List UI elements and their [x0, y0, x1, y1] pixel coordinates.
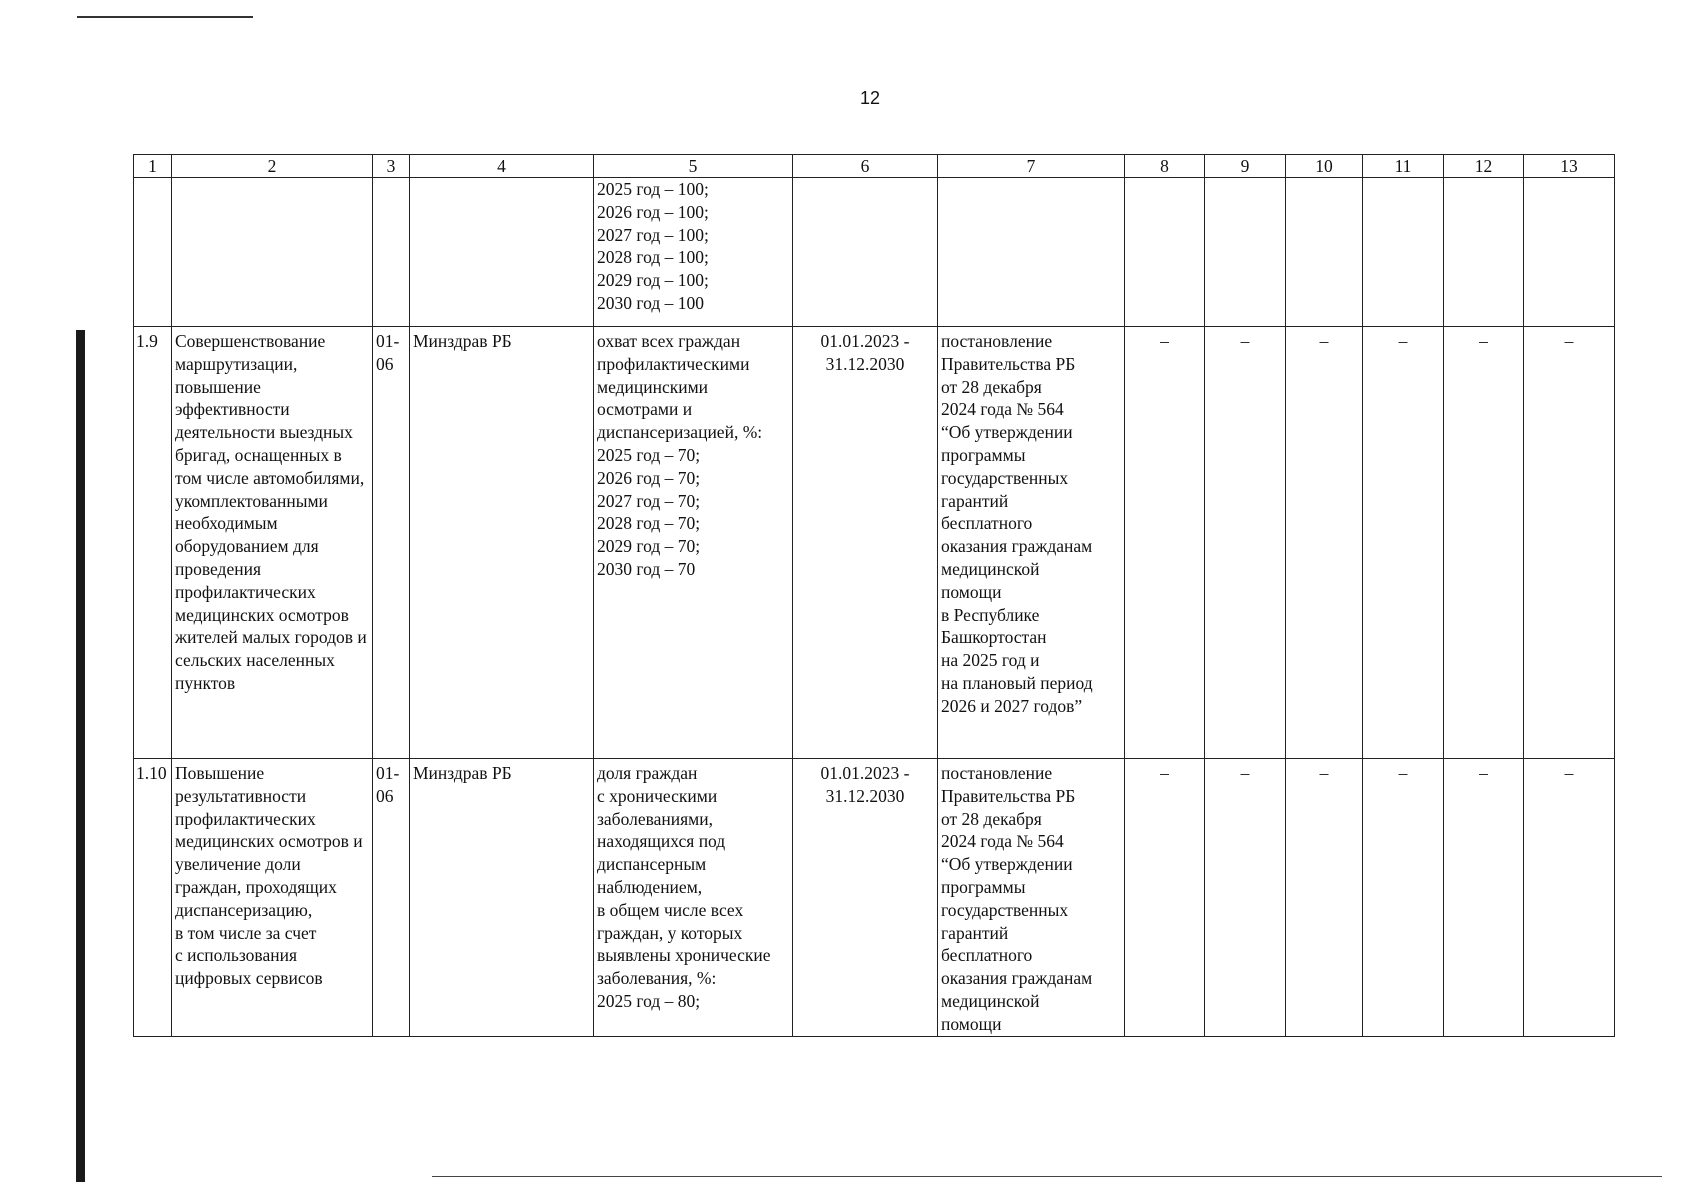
cell-col-10: – [1286, 759, 1363, 1037]
cell-col-9: – [1205, 759, 1286, 1037]
cell-measure-name: Совершенствование маршрутизации, повышение эффективности деятельности выездных бригад, оснащенных в том числе автомобилями, укомплектованными необходимым оборудованием для проведения профилактических медицинских осмотров жителей малых городов и сельских населенных пунктов [172, 327, 373, 759]
cell-empty [938, 178, 1125, 327]
cell-code: 01- 06 [373, 759, 410, 1037]
binding-edge [76, 330, 85, 1182]
header-col-13: 13 [1524, 155, 1615, 178]
table-row-continuation [134, 178, 1615, 327]
cell-code: 01- 06 [373, 327, 410, 759]
cell-empty [793, 178, 938, 327]
header-col-8: 8 [1125, 155, 1205, 178]
cell-col-12: – [1444, 327, 1524, 759]
cell-empty [1286, 178, 1363, 327]
bottom-rule [432, 1176, 1662, 1177]
header-col-6: 6 [793, 155, 938, 178]
cell-period: 01.01.2023 - 31.12.2030 [793, 759, 938, 1037]
header-col-7: 7 [938, 155, 1125, 178]
cell-col-10: – [1286, 327, 1363, 759]
top-rule [77, 16, 253, 18]
cell-col-13: – [1524, 759, 1615, 1037]
cell-indicator: доля граждан с хроническими заболеваниями, находящихся под диспансерным наблюдением, в общем числе всех граждан, у которых выявлены хронические заболевания, %: 2025 год – 80; [594, 759, 793, 1037]
page-number: 12 [859, 88, 881, 108]
header-col-5: 5 [594, 155, 793, 178]
cell-empty [1444, 178, 1524, 327]
cell-empty [134, 178, 172, 327]
header-col-12: 12 [1444, 155, 1524, 178]
table-row [134, 327, 1615, 759]
header-col-11: 11 [1363, 155, 1444, 178]
cell-empty [1125, 178, 1205, 327]
cell-executor: Минздрав РБ [410, 759, 594, 1037]
cell-col-11: – [1363, 327, 1444, 759]
cell-col-13: – [1524, 327, 1615, 759]
header-col-10: 10 [1286, 155, 1363, 178]
cell-document: постановление Правительства РБ от 28 декабря 2024 года № 564 “Об утверждении программы государственных гарантий бесплатного оказания гражданам медицинской помощи в Республике Башкортостан на 2025 год и на плановый период 2026 и 2027 годов” [938, 327, 1125, 759]
header-row [134, 155, 1615, 178]
cell-executor: Минздрав РБ [410, 327, 594, 759]
cell-empty [410, 178, 594, 327]
cell-col-11: – [1363, 759, 1444, 1037]
cell-empty [1363, 178, 1444, 327]
program-table [133, 154, 1615, 1037]
header-col-9: 9 [1205, 155, 1286, 178]
cell-empty [1205, 178, 1286, 327]
cell-empty [172, 178, 373, 327]
cell-col-8: – [1125, 759, 1205, 1037]
cell-measure-name: Повышение результативности профилактических медицинских осмотров и увеличение доли граждан, проходящих диспансеризацию, в том числе за счет с использования цифровых сервисов [172, 759, 373, 1037]
cell-col-8: – [1125, 327, 1205, 759]
table-row [134, 759, 1615, 1037]
cell-number: 1.9 [134, 327, 172, 759]
header-col-4: 4 [410, 155, 594, 178]
cell-indicator: охват всех граждан профилактическими медицинскими осмотрами и диспансеризацией, %: 2025 год – 70; 2026 год – 70; 2027 год – 70; 2028 год – 70; 2029 год – 70; 2030 год – 70 [594, 327, 793, 759]
cell-indicator-continued: 2025 год – 100; 2026 год – 100; 2027 год – 100; 2028 год – 100; 2029 год – 100; 2030 год – 100 [594, 178, 793, 327]
cell-col-12: – [1444, 759, 1524, 1037]
header-col-2: 2 [172, 155, 373, 178]
cell-empty [1524, 178, 1615, 327]
cell-period: 01.01.2023 - 31.12.2030 [793, 327, 938, 759]
header-col-1: 1 [134, 155, 172, 178]
cell-document: постановление Правительства РБ от 28 декабря 2024 года № 564 “Об утверждении программы государственных гарантий бесплатного оказания гражданам медицинской помощи [938, 759, 1125, 1037]
cell-number: 1.10 [134, 759, 172, 1037]
cell-empty [373, 178, 410, 327]
cell-col-9: – [1205, 327, 1286, 759]
header-col-3: 3 [373, 155, 410, 178]
